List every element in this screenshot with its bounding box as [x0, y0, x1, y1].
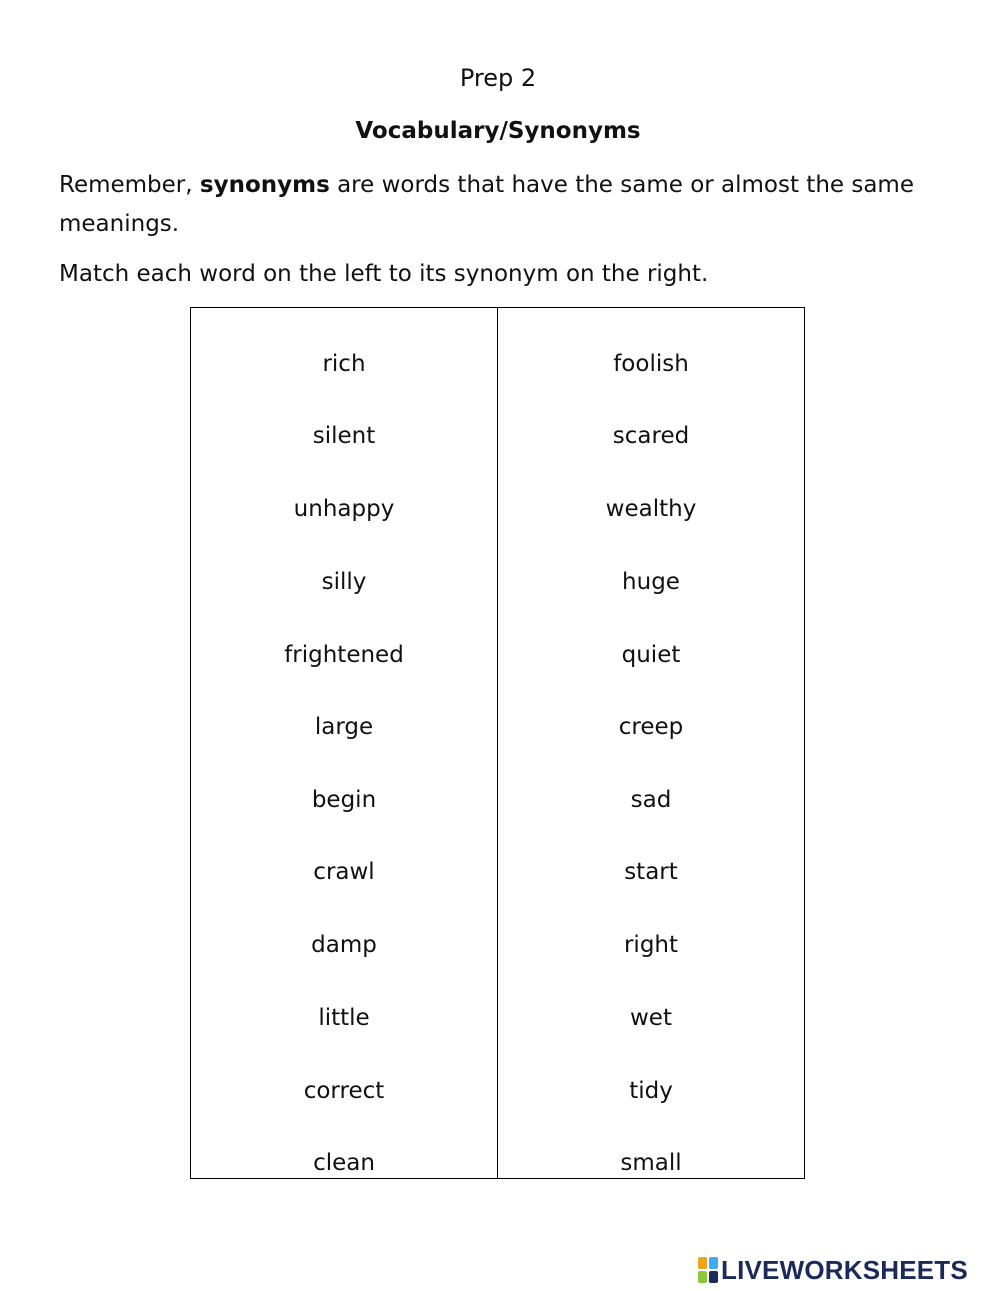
left-word[interactable]: rich: [322, 351, 366, 377]
right-word[interactable]: quiet: [621, 642, 681, 668]
right-word[interactable]: sad: [630, 787, 672, 813]
right-word[interactable]: small: [620, 1150, 682, 1176]
left-word[interactable]: begin: [311, 787, 377, 813]
right-word[interactable]: scared: [612, 423, 690, 449]
left-word[interactable]: crawl: [313, 859, 375, 885]
left-word[interactable]: little: [318, 1005, 370, 1031]
right-word[interactable]: start: [624, 859, 678, 885]
instruction-text: Match each word on the left to its synonym on the right.: [59, 261, 709, 287]
right-word[interactable]: right: [623, 932, 679, 958]
logo-text: LIVEWORKSHEETS: [721, 1255, 968, 1285]
right-word[interactable]: tidy: [629, 1078, 673, 1104]
intro-paragraph: [59, 166, 959, 244]
intro-prefix: Remember,: [59, 172, 200, 198]
left-word[interactable]: frightened: [284, 642, 404, 668]
right-word[interactable]: creep: [618, 714, 684, 740]
right-word[interactable]: wealthy: [605, 496, 697, 522]
liveworksheets-logo: [698, 1255, 968, 1285]
right-word[interactable]: huge: [622, 569, 680, 595]
left-word[interactable]: unhappy: [293, 496, 395, 522]
matching-table: [190, 307, 805, 1179]
page-subtitle: Vocabulary/Synonyms: [355, 118, 641, 144]
right-word[interactable]: wet: [630, 1005, 672, 1031]
left-word-column: [191, 308, 498, 1178]
page-title: Prep 2: [459, 64, 537, 92]
left-word[interactable]: correct: [303, 1078, 385, 1104]
right-word-column: [498, 308, 804, 1178]
intro-keyword: synonyms: [199, 172, 330, 198]
left-word[interactable]: clean: [313, 1150, 375, 1176]
left-word[interactable]: silent: [312, 423, 376, 449]
right-word[interactable]: foolish: [613, 351, 689, 377]
logo-blocks-icon: [698, 1257, 718, 1283]
left-word[interactable]: damp: [311, 932, 377, 958]
left-word[interactable]: large: [314, 714, 374, 740]
intro-suffix: are words that have the same or almost the same meanings.: [59, 172, 914, 237]
left-word[interactable]: silly: [321, 569, 367, 595]
